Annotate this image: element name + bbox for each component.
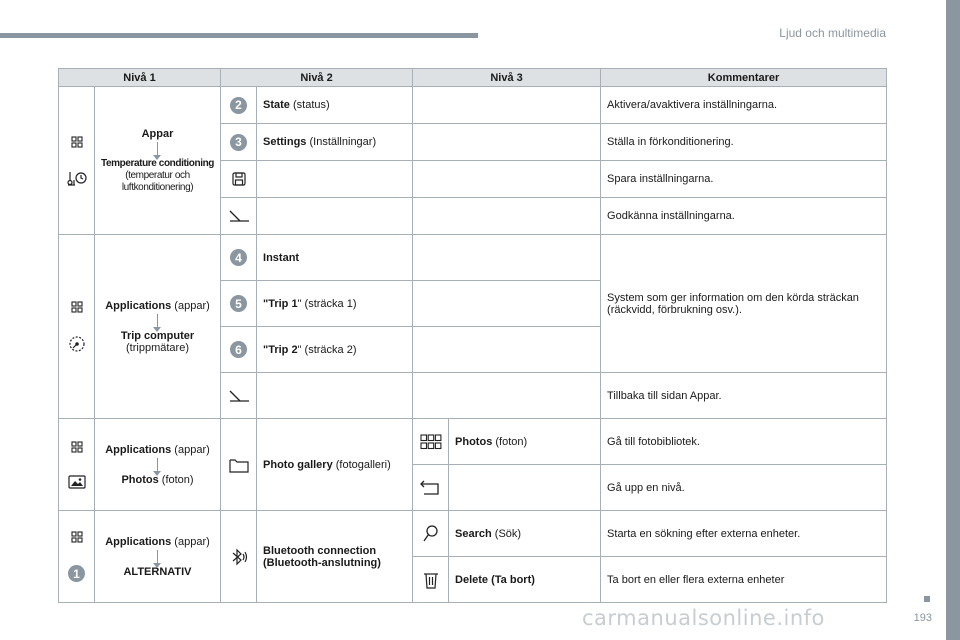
apps-grid-icon [71, 531, 83, 543]
level3-label [449, 465, 601, 511]
table-header-row [59, 69, 887, 87]
table-row [59, 87, 887, 124]
save-icon [232, 172, 246, 186]
level2-label [257, 161, 413, 198]
number-badge: 1 [68, 565, 85, 582]
page-edge-strip [946, 0, 960, 640]
header-bar [0, 33, 478, 38]
apps-grid-icon [71, 441, 83, 453]
temperature-icon [66, 170, 88, 186]
icon-cell [413, 465, 449, 511]
table-row [59, 511, 887, 557]
level1-subtitle: Temperature conditioning (temperatur och luftkonditionering) [101, 157, 214, 193]
section-title: Ljud och multimedia [779, 26, 886, 40]
badge-cell [221, 235, 257, 281]
level2-label: Settings (Inställningar) [257, 124, 413, 161]
level2-label: Bluetooth connection (Bluetooth-anslutning) [257, 511, 413, 603]
level3-cell [413, 87, 601, 124]
menu-table [58, 68, 887, 603]
level3-cell [413, 235, 601, 281]
level1-subtitle: ALTERNATIV [123, 565, 192, 578]
level1-title: Applications (appar) [105, 299, 210, 312]
badge-cell [221, 124, 257, 161]
number-badge: 5 [230, 295, 247, 312]
level1-subtitle: Trip computer [120, 329, 195, 342]
comment: Tillbaka till sidan Appar. [601, 373, 887, 419]
icon-cell [221, 161, 257, 198]
comment: Godkänna inställningarna. [601, 198, 887, 235]
level1-icons [59, 511, 95, 603]
level3-label: Delete (Ta bort) [449, 557, 601, 603]
level1-label [95, 235, 221, 419]
level3-label: Photos (foton) [449, 419, 601, 465]
comment: System som ger information om den körda sträckan (räckvidd, förbrukning osv.). [601, 235, 887, 373]
level2-label: Photo gallery (fotogalleri) [257, 419, 413, 511]
level3-label: Search (Sök) [449, 511, 601, 557]
page-number: 193 [913, 612, 932, 624]
watermark: carmanualsonline.info [582, 606, 825, 630]
level1-title: Appar [141, 127, 174, 140]
icon-cell [221, 373, 257, 419]
back-arrow-icon [228, 389, 250, 403]
comment: Ta bort en eller flera externa enheter [601, 557, 887, 603]
table-row [59, 419, 887, 465]
photos-icon [68, 475, 86, 489]
comment: Gå upp en nivå. [601, 465, 887, 511]
icon-cell [221, 419, 257, 511]
column-header: Nivå 1 [59, 69, 221, 87]
level3-cell [413, 373, 601, 419]
level1-label [95, 419, 221, 511]
level3-cell [413, 161, 601, 198]
level2-label [257, 198, 413, 235]
level1-icons [59, 419, 95, 511]
table-row [59, 235, 887, 281]
search-icon [423, 525, 439, 543]
number-badge: 3 [230, 134, 247, 151]
level3-cell [413, 327, 601, 373]
level2-label: Instant [257, 235, 413, 281]
level2-label: State (status) [257, 87, 413, 124]
level2-label [257, 373, 413, 419]
trash-icon [423, 571, 439, 589]
level1-label [95, 511, 221, 603]
down-arrow-icon [157, 458, 158, 472]
page-marker [924, 596, 930, 602]
comment: Spara inställningarna. [601, 161, 887, 198]
back-arrow-icon [228, 209, 250, 223]
icon-cell [221, 198, 257, 235]
level1-icons [59, 87, 95, 235]
comment: Starta en sökning efter externa enheter. [601, 511, 887, 557]
level2-label: "Trip 2" (sträcka 2) [257, 327, 413, 373]
down-arrow-icon [157, 314, 158, 328]
icon-cell [413, 419, 449, 465]
folder-icon [229, 457, 249, 473]
apps-grid-icon [71, 301, 83, 313]
column-header: Nivå 2 [221, 69, 413, 87]
level-up-icon [420, 480, 442, 496]
badge-cell [221, 327, 257, 373]
icon-cell [221, 511, 257, 603]
level1-label [95, 87, 221, 235]
badge-cell [221, 87, 257, 124]
comment: Gå till fotobibliotek. [601, 419, 887, 465]
column-header: Kommentarer [601, 69, 887, 87]
down-arrow-icon [157, 142, 158, 156]
number-badge: 2 [230, 97, 247, 114]
apps-grid-icon [71, 136, 83, 148]
icon-cell [413, 557, 449, 603]
level3-cell [413, 281, 601, 327]
thumbnails-icon [420, 434, 442, 450]
level1-icons [59, 235, 95, 419]
level1-subtitle: Photos (foton) [121, 473, 194, 486]
number-badge: 4 [230, 249, 247, 266]
level1-title: Applications (appar) [105, 443, 210, 456]
number-badge: 6 [230, 341, 247, 358]
level3-cell [413, 198, 601, 235]
comment: Aktivera/avaktivera inställningarna. [601, 87, 887, 124]
down-arrow-icon [157, 550, 158, 564]
level1-title: Applications (appar) [105, 535, 210, 548]
bluetooth-icon [229, 548, 249, 566]
level2-label: "Trip 1" (sträcka 1) [257, 281, 413, 327]
column-header: Nivå 3 [413, 69, 601, 87]
trip-computer-icon [68, 335, 86, 353]
level1-subtitle-note: (trippmätare) [126, 341, 189, 354]
icon-cell [413, 511, 449, 557]
level3-cell [413, 124, 601, 161]
comment: Ställa in förkonditionering. [601, 124, 887, 161]
badge-cell [221, 281, 257, 327]
